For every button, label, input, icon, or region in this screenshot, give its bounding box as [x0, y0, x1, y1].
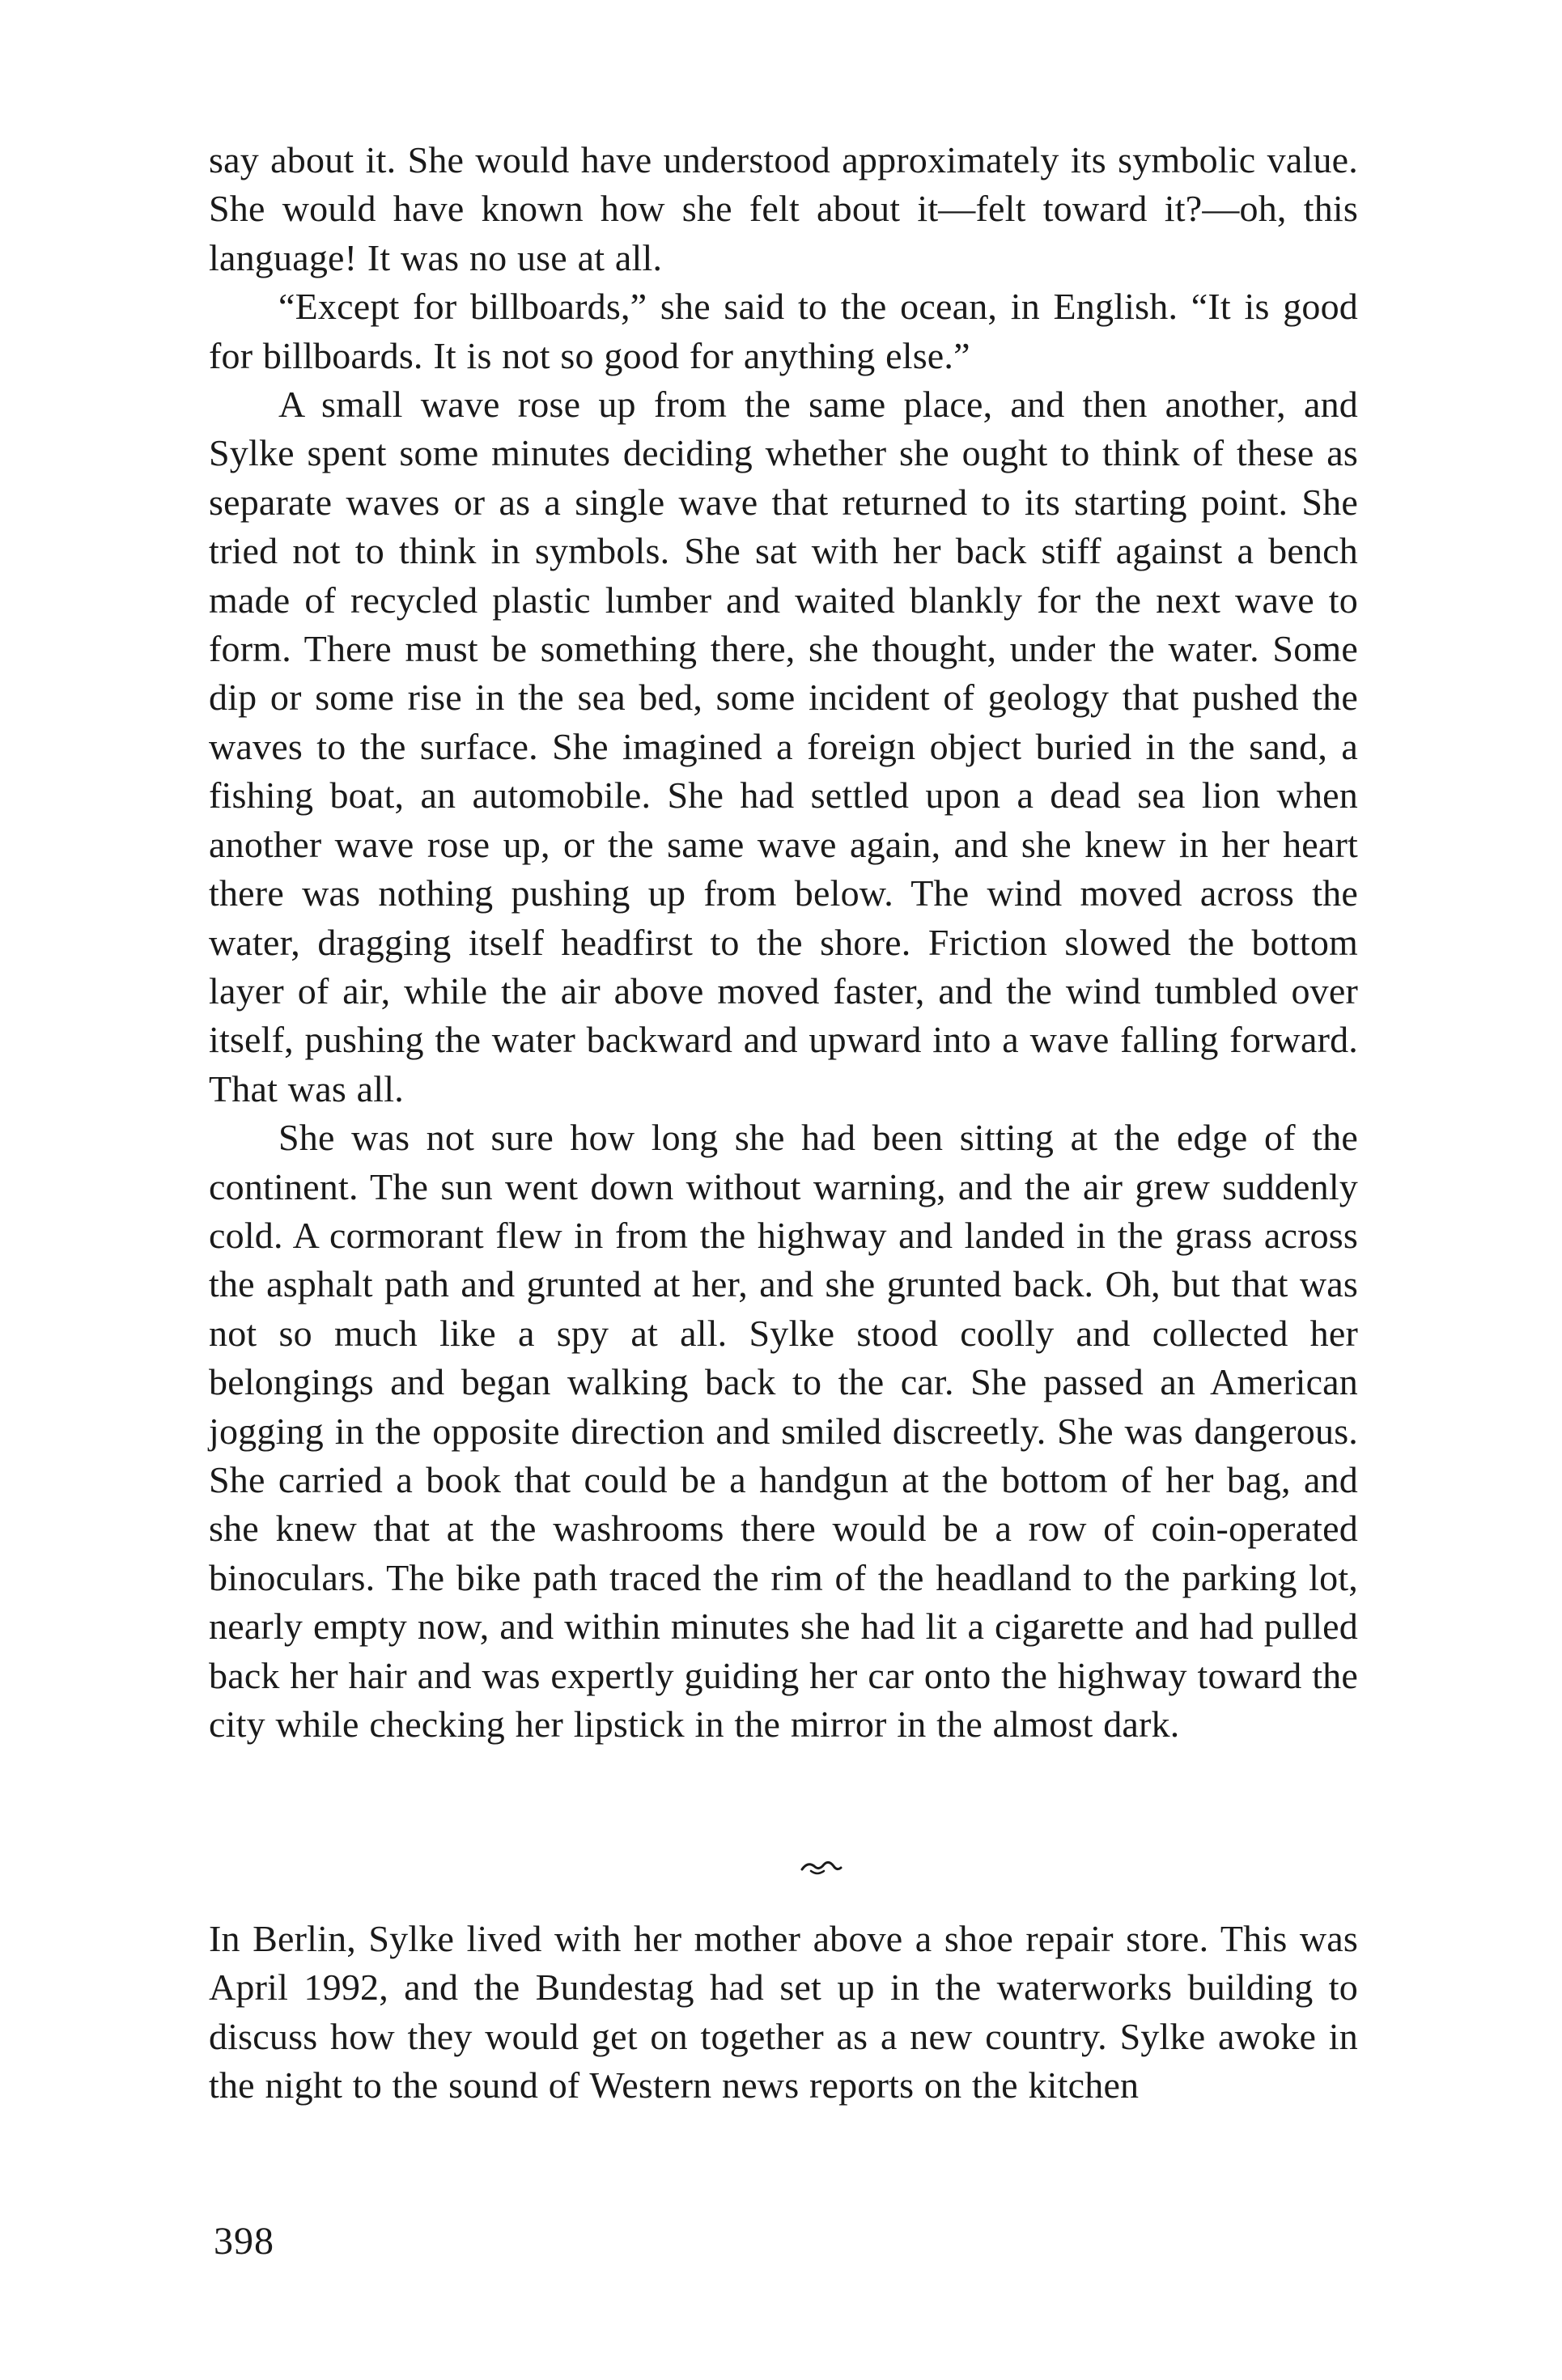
page-number: 398: [214, 2220, 274, 2263]
paragraph-continent: She was not sure how long she had been sitting at the edge of the continent. The sun went down without warning, and the air grew suddenly cold. A cormorant flew in from the highway and landed in the grass across the asphalt path and grunted at her, and she grunted back. Oh, but that was not so much like a spy at all. Sylke stood coolly and collected her belongings and began walking back to the car. She passed an American jogging in the opposite direction and smiled discreetly. She was dangerous. She carried a book that could be a handgun at the bottom of her bag, and she knew that at the washrooms there would be a row of coin-operated binoculars. The bike path traced the rim of the headland to the parking lot, nearly empty now, and within minutes she had lit a cigarette and had pulled back her hair and was expertly guiding her car onto the highway toward the city while checking her lipstick in the mirror in the almost dark.: [209, 1117, 1358, 1745]
wave-ornament-icon: [800, 1858, 843, 1877]
paragraph-berlin: In Berlin, Sylke lived with her mother above a shoe repair store. This was April 1992, and the Bundestag had set up in the waterworks building to discuss how they would get on together as a new country. Sylke awoke in the night to the sound of Western news reports on the kitchen: [209, 1918, 1358, 2106]
paragraph-dialogue: “Except for billboards,” she said to the ocean, in English. “It is good for billboards. It is not so good for anything else.”: [209, 286, 1358, 376]
second-text-block: [209, 1915, 1358, 2111]
paragraph-continuation: say about it. She would have understood approximately its symbolic value. She would have known how she felt about it—felt toward it?—oh, this language! It was no use at all.: [209, 139, 1358, 278]
section-break: [0, 1843, 1562, 1892]
main-text-block: [209, 136, 1358, 1749]
paragraph-waves: A small wave rose up from the same place, and then another, and Sylke spent some minutes deciding whether she ought to think of these as separate waves or as a single wave that returned to its starting point. She tried not to think in symbols. She sat with her back stiff against a bench made of recycled plastic lumber and waited blankly for the next wave to form. There must be something there, she thought, under the water. Some dip or some rise in the sea bed, some incident of geology that pushed the waves to the surface. She imagined a foreign object buried in the sand, a fishing boat, an automobile. She had settled upon a dead sea lion when another wave rose up, or the same wave again, and she knew in her heart there was nothing pushing up from below. The wind moved across the water, dragging itself headfirst to the shore. Friction slowed the bottom layer of air, while the air above moved faster, and the wind tumbled over itself, pushing the water backward and upward into a wave falling forward. That was all.: [209, 384, 1358, 1109]
